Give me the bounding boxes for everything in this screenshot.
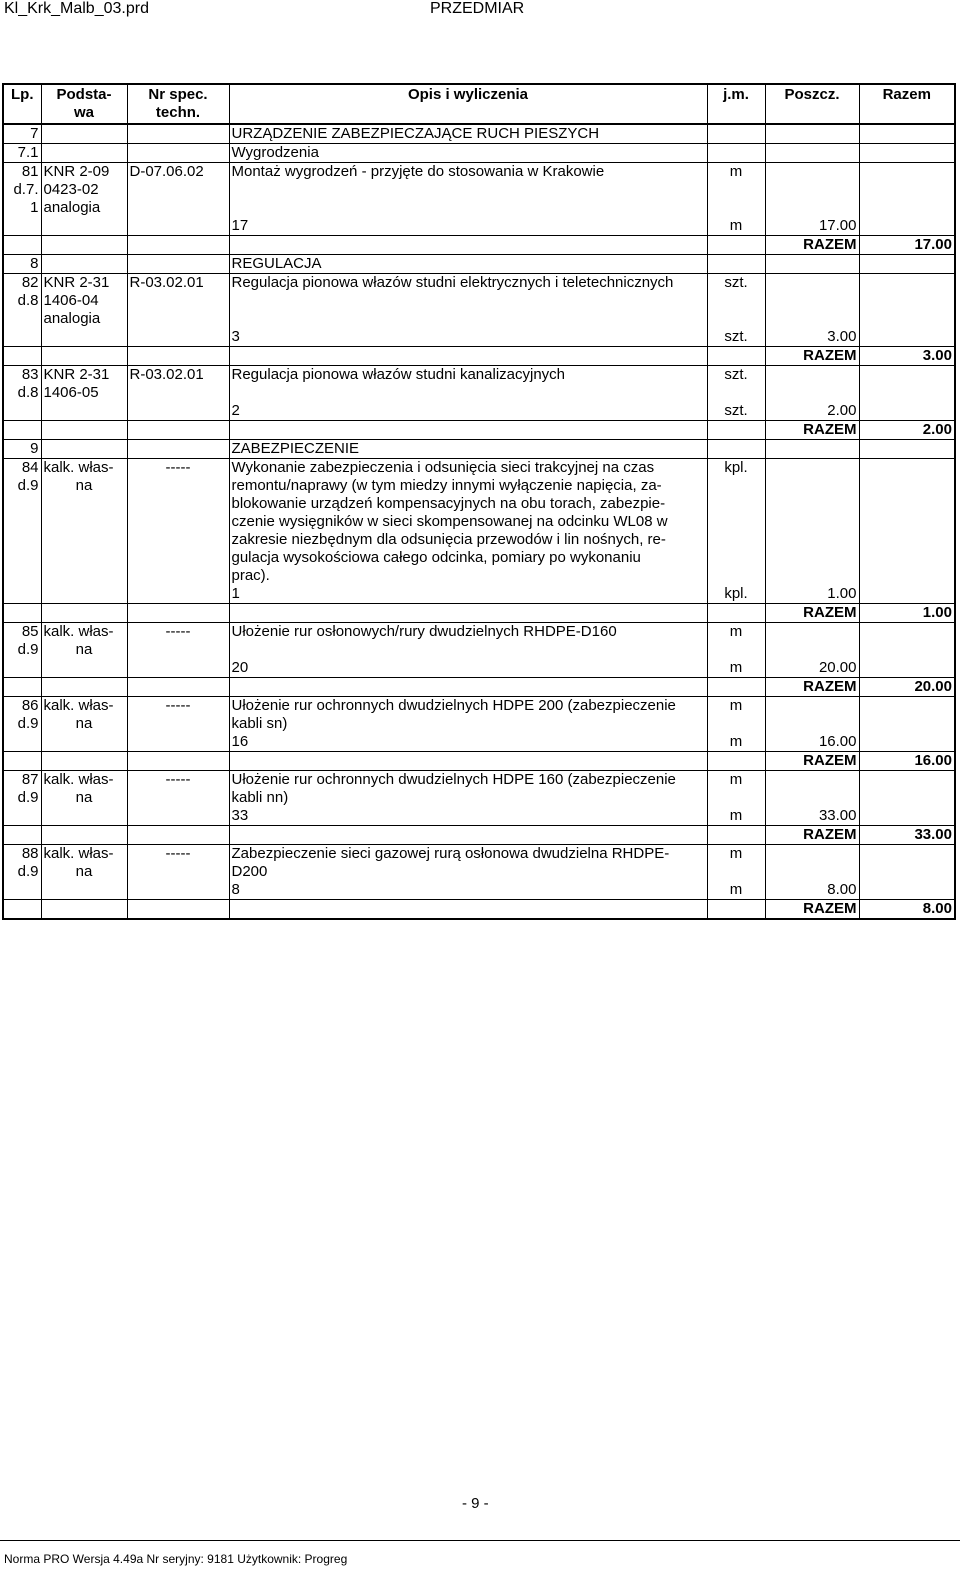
calc-row: 8 m 8.00 <box>3 881 955 900</box>
calc-row: 2 szt. 2.00 <box>3 402 955 421</box>
col-lp: Lp. <box>3 84 41 124</box>
col-razem: Razem <box>859 84 955 124</box>
total-row: RAZEM 33.00 <box>3 826 955 845</box>
total-row: RAZEM 8.00 <box>3 900 955 920</box>
section-title: ZABEZPIECZENIE <box>229 440 707 459</box>
item-description: Wykonanie zabezpieczenia i odsunięcia sieci trakcyjnej na czas remontu/naprawy (w tym miedzy innymi wyłączenie napięcia, za- blokowanie urządzeń kompensacyjnych na obu torach, zabezpie- czenie wysięgników w sieci skompensowanej na odcinku WL08 w zakresie niezbędnym dla odsunięcia przewodów i lin nośnych, re- gulacja wysokościowa całego odcinka, pomiary po wykonaniu prac). <box>229 459 707 586</box>
item-description: Ułożenie rur ochronnych dwudzielnych HDPE 200 (zabezpieczenie kabli sn) <box>229 697 707 734</box>
total-row: RAZEM 1.00 <box>3 604 955 623</box>
footer-divider <box>0 1540 960 1541</box>
position-row: 82 d.8 KNR 2-31 1406-04 analogia R-03.02.01 Regulacja pionowa włazów studni elektrycznych i teletechnicznych szt. <box>3 274 955 329</box>
section-row: 7 URZĄDZENIE ZABEZPIECZAJĄCE RUCH PIESZYCH <box>3 124 955 144</box>
total-row: RAZEM 20.00 <box>3 678 955 697</box>
calc-row: 17 m 17.00 <box>3 217 955 236</box>
item-description: Ułożenie rur osłonowych/rury dwudzielnych RHDPE-D160 <box>229 623 707 660</box>
calc-row: 33 m 33.00 <box>3 807 955 826</box>
table-header-row <box>3 84 955 124</box>
section-title: Wygrodzenia <box>229 144 707 163</box>
section-title: REGULACJA <box>229 255 707 274</box>
total-row: RAZEM 16.00 <box>3 752 955 771</box>
col-podstawa: Podsta- wa <box>41 84 127 124</box>
total-row: RAZEM 2.00 <box>3 421 955 440</box>
position-row: 83 d.8 KNR 2-31 1406-05 R-03.02.01 Regulacja pionowa włazów studni kanalizacyjnych szt. <box>3 366 955 403</box>
item-description: Regulacja pionowa włazów studni kanalizacyjnych <box>229 366 707 403</box>
position-row: 81 d.7. 1 KNR 2-09 0423-02 analogia D-07.06.02 Montaż wygrodzeń - przyjęte do stosowania w Krakowie m <box>3 163 955 218</box>
col-poszcz: Poszcz. <box>765 84 859 124</box>
cost-estimate-table <box>2 83 956 920</box>
section-row: 9 ZABEZPIECZENIE <box>3 440 955 459</box>
calc-row: 16 m 16.00 <box>3 733 955 752</box>
col-jm: j.m. <box>707 84 765 124</box>
total-row: RAZEM 3.00 <box>3 347 955 366</box>
position-row: 85 d.9 kalk. włas- na ----- Ułożenie rur osłonowych/rury dwudzielnych RHDPE-D160 m <box>3 623 955 660</box>
item-description: Regulacja pionowa włazów studni elektrycznych i teletechnicznych <box>229 274 707 329</box>
position-row: 84 d.9 kalk. włas- na ----- Wykonanie zabezpieczenia i odsunięcia sieci trakcyjnej na czas remontu/naprawy (w tym miedzy innymi wyłączenie napięcia, za- blokowanie urządzeń kompensacyjnych na obu torach, zabezpie- czenie wysięgników w sieci skompensowanej na odcinku WL08 w zakresie niezbędnym dla odsunięcia przewodów i lin nośnych, re- gulacja wysokościowa całego odcinka, pomiary po wykonaniu prac). kpl. <box>3 459 955 586</box>
section-row: 7.1 Wygrodzenia <box>3 144 955 163</box>
section-row: 8 REGULACJA <box>3 255 955 274</box>
item-description: Zabezpieczenie sieci gazowej rurą osłonowa dwudzielna RHDPE- D200 <box>229 845 707 882</box>
document-type: PRZEDMIAR <box>430 0 525 17</box>
total-row: RAZEM 17.00 <box>3 236 955 255</box>
page-number: - 9 - <box>462 1495 489 1512</box>
position-row: 88 d.9 kalk. włas- na ----- Zabezpieczenie sieci gazowej rurą osłonowa dwudzielna RHDPE- D200 m <box>3 845 955 882</box>
col-opis: Opis i wyliczenia <box>229 84 707 124</box>
calc-row: 3 szt. 3.00 <box>3 328 955 347</box>
position-row: 86 d.9 kalk. włas- na ----- Ułożenie rur ochronnych dwudzielnych HDPE 200 (zabezpieczenie kabli sn) m <box>3 697 955 734</box>
position-row: 87 d.9 kalk. włas- na ----- Ułożenie rur ochronnych dwudzielnych HDPE 160 (zabezpieczenie kabli nn) m <box>3 771 955 808</box>
calc-row: 1 kpl. 1.00 <box>3 585 955 604</box>
section-title: URZĄDZENIE ZABEZPIECZAJĄCE RUCH PIESZYCH <box>229 124 707 144</box>
item-description: Montaż wygrodzeń - przyjęte do stosowania w Krakowie <box>229 163 707 218</box>
file-name: Kl_Krk_Malb_03.prd <box>4 0 149 17</box>
calc-row: 20 m 20.00 <box>3 659 955 678</box>
col-nr-spec: Nr spec. techn. <box>127 84 229 124</box>
software-info: Norma PRO Wersja 4.49a Nr seryjny: 9181 Użytkownik: Progreg <box>4 1552 348 1566</box>
item-description: Ułożenie rur ochronnych dwudzielnych HDPE 160 (zabezpieczenie kabli nn) <box>229 771 707 808</box>
